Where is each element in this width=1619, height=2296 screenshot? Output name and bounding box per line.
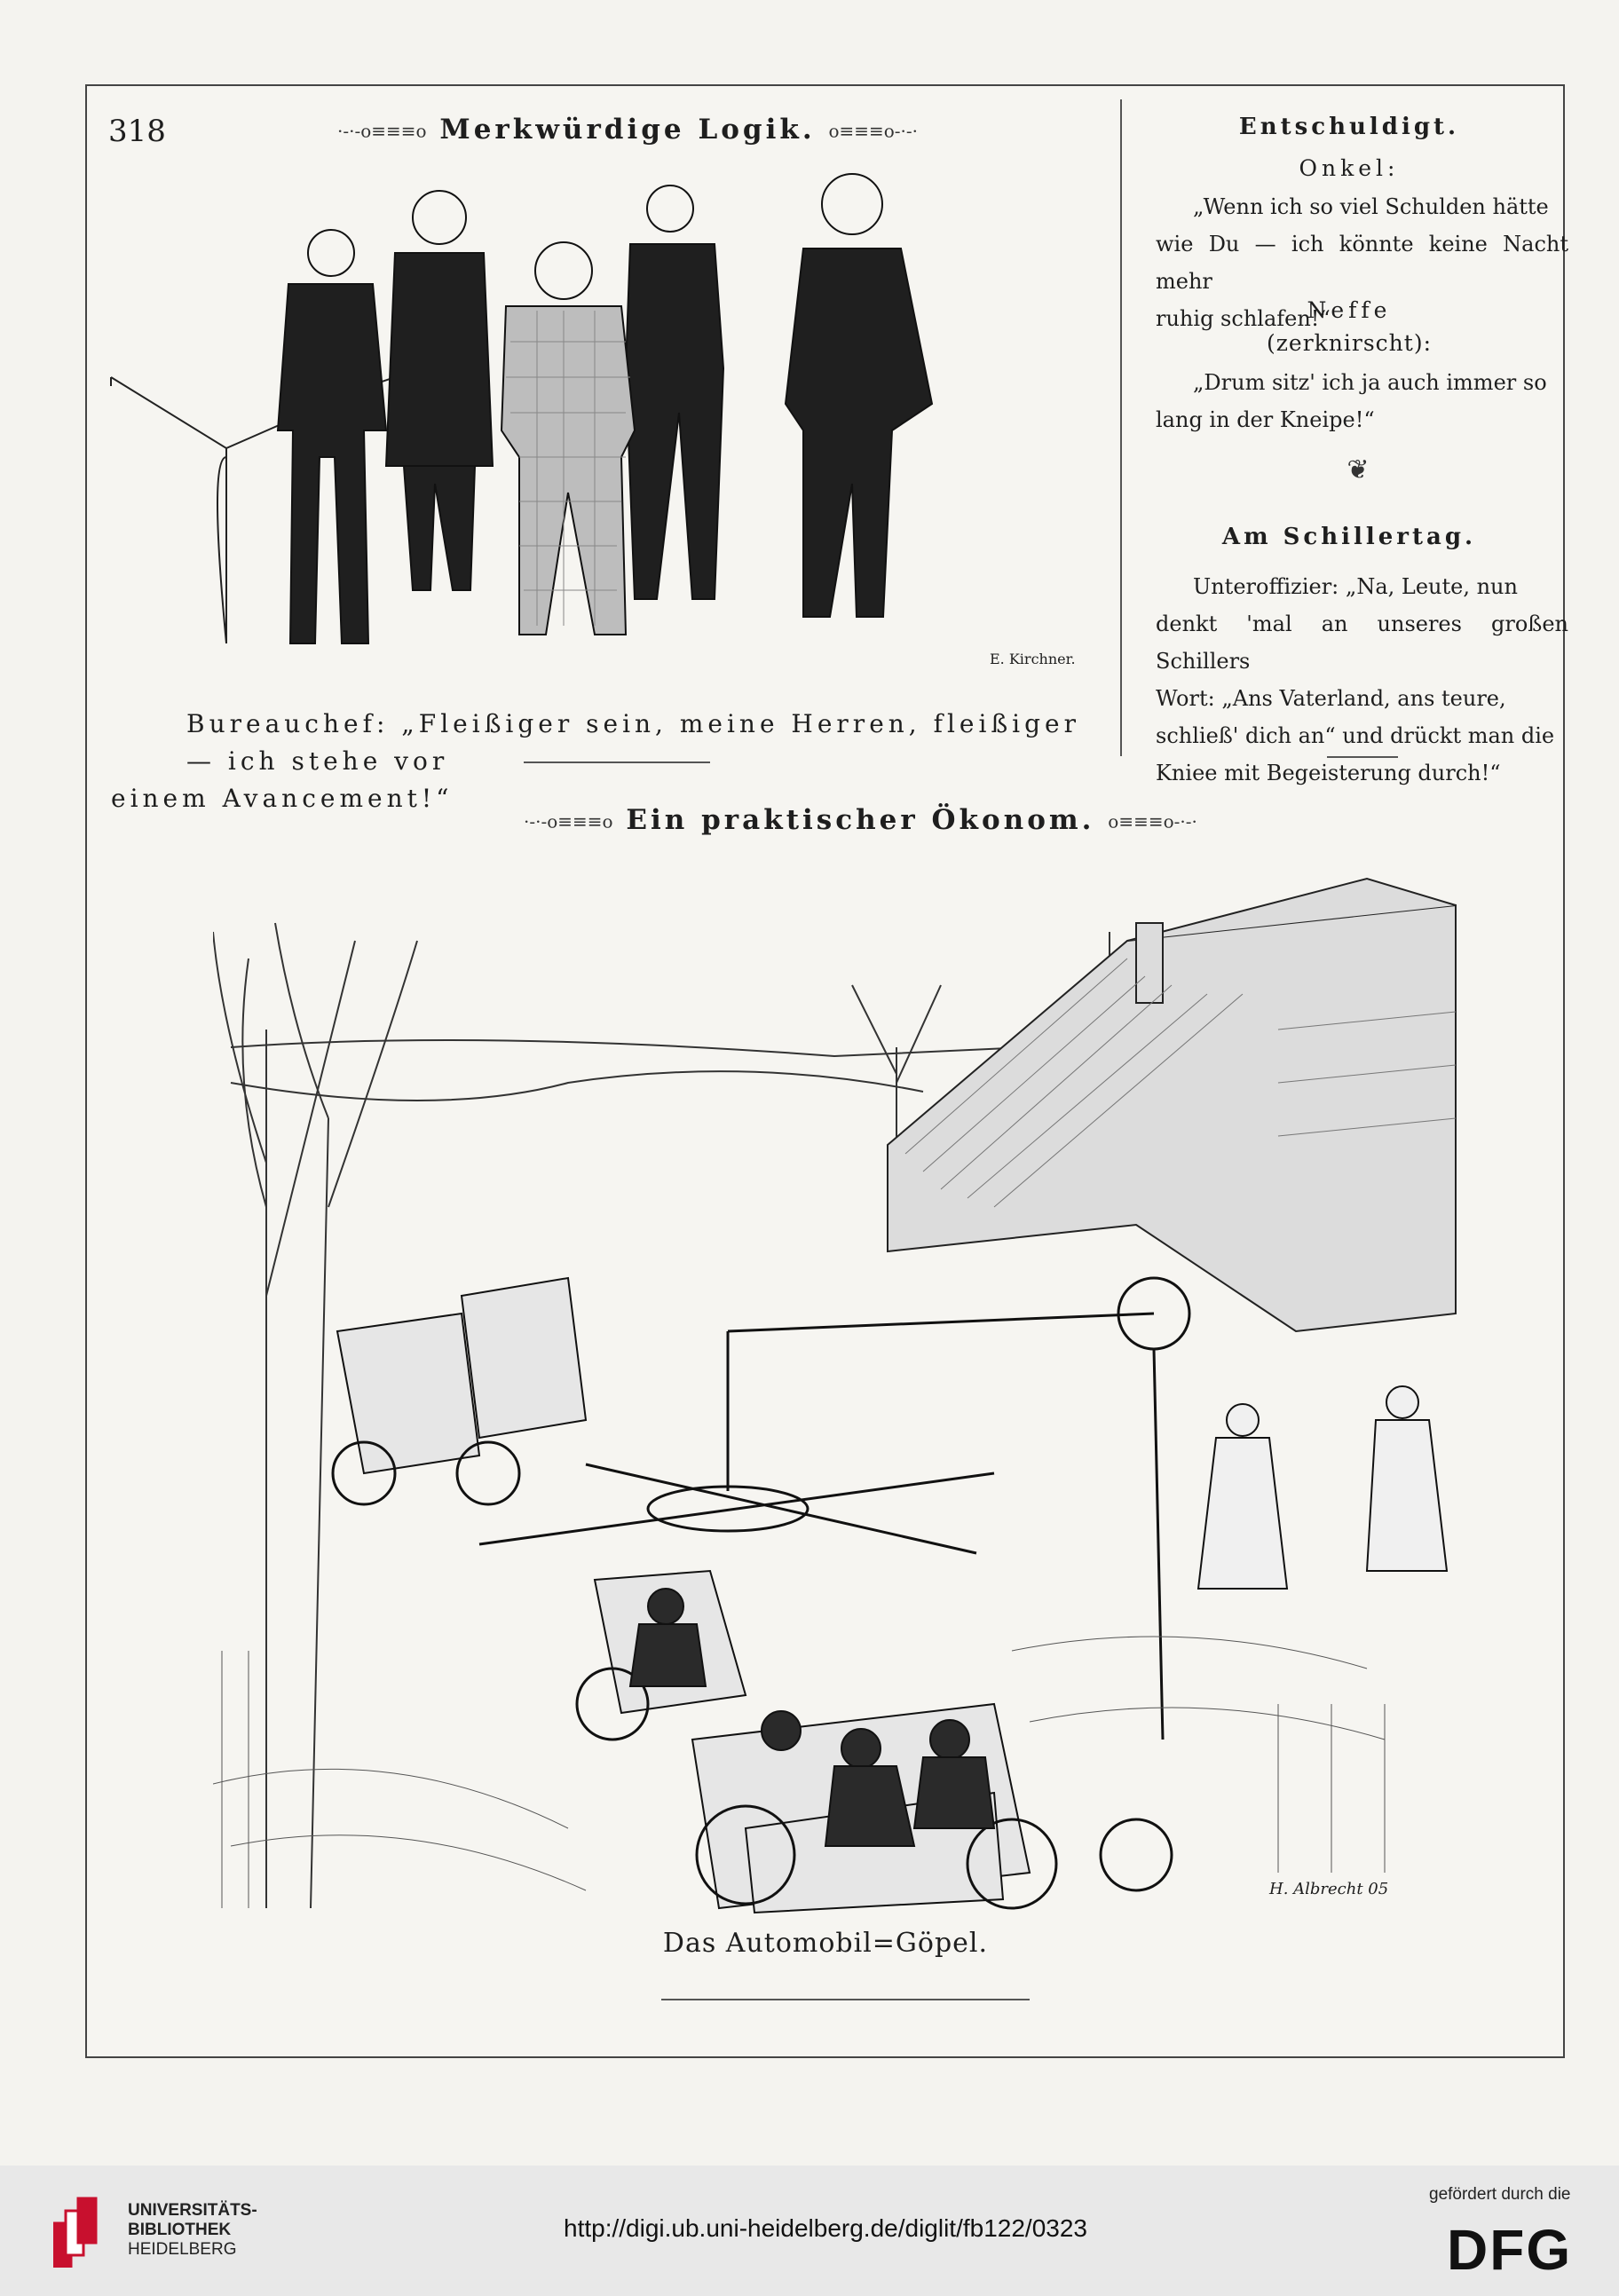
ornament-left-2: ·-·-o≡≡≡o <box>524 810 613 832</box>
article1-title-text: Merkwürdige Logik. <box>439 114 816 146</box>
ornament-left: ·-·-o≡≡≡o <box>337 120 427 142</box>
sidebar-story1-paragraph2 <box>1156 364 1568 438</box>
sidebar-story2-line5: Kniee mit Begeisterung durch!“ <box>1156 761 1501 785</box>
sidebar-story2-line4: schließ' dich an“ und drückt man die <box>1156 723 1555 748</box>
page-number: 318 <box>108 114 166 149</box>
automobile-goepel-illustration <box>213 852 1465 1917</box>
cartoon-five-gentlemen-drawing <box>102 164 1105 697</box>
article2-title-text: Ein praktischer Ökonom. <box>626 804 1095 836</box>
ub-heidelberg-logo[interactable] <box>53 2192 284 2272</box>
cartoon-five-gentlemen <box>102 164 1105 697</box>
automobile-goepel-drawing <box>213 852 1465 1917</box>
sidebar-fleuron: ❦ <box>1347 454 1370 485</box>
article2-caption: Das Automobil=Göpel. <box>662 1928 989 1959</box>
digitization-footer <box>0 2166 1619 2296</box>
ornament-right-2: o≡≡≡o-·-· <box>1108 810 1197 832</box>
sidebar-end-rule <box>1327 756 1398 758</box>
sidebar-story1-line2: wie Du — ich könnte keine Nacht mehr <box>1156 232 1568 294</box>
ub-logo-line2: BIBLIOTHEK <box>128 2221 232 2239</box>
ub-logo-mark-icon <box>53 2197 117 2268</box>
column-divider <box>1120 99 1122 756</box>
sidebar-story1-line5: lang in der Kneipe!“ <box>1156 407 1375 432</box>
article1-title <box>337 114 919 146</box>
funding-label: gefördert durch die <box>1429 2185 1571 2204</box>
article2-rule <box>661 1999 1030 2000</box>
sidebar-speaker-neffe: Neffe <box>1307 297 1392 323</box>
sidebar-story2-line2: denkt 'mal an unseres großen Schillers <box>1156 611 1568 674</box>
sidebar-story2-title: Am Schillertag. <box>1221 524 1477 550</box>
article1-rule <box>524 761 710 763</box>
article1-caption-line1: Bureauchef: „Fleißiger sein, meine Herren, fleißiger — ich stehe vor <box>186 709 1080 776</box>
sidebar-story1-line3: ruhig schlafen!“ <box>1156 306 1331 331</box>
sidebar-story2-line1: Unteroffizier: „Na, Leute, nun <box>1193 574 1518 599</box>
sidebar-story2-line3: Wort: „Ans Vaterland, ans teure, <box>1156 686 1506 711</box>
ub-logo-shapes <box>53 2198 96 2268</box>
article2-title <box>524 804 1197 836</box>
sidebar-story1-title: Entschuldigt. <box>1238 114 1460 140</box>
sidebar-stage-direction: (zerknirscht): <box>1266 330 1433 356</box>
ub-logo-line1: UNIVERSITÄTS- <box>128 2201 257 2220</box>
permalink-url[interactable]: http://digi.ub.uni-heidelberg.de/diglit/fb122/0323 <box>564 2214 1087 2242</box>
sidebar-story1-line1: „Wenn ich so viel Schulden hätte <box>1193 194 1549 219</box>
ub-logo-block <box>78 2198 96 2243</box>
sidebar-speaker-onkel: Onkel: <box>1299 155 1400 181</box>
ub-logo-line3: HEIDELBERG <box>128 2240 237 2259</box>
illustration1-signature: E. Kirchner. <box>990 651 1076 667</box>
sidebar-story1-line4: „Drum sitz' ich ja auch immer so <box>1193 370 1547 395</box>
dfg-logo[interactable]: DFG <box>1447 2218 1573 2282</box>
article1-caption-line2: einem Avancement!“ <box>111 784 454 813</box>
ornament-right: o≡≡≡o-·-· <box>828 120 919 142</box>
sidebar-story2-paragraph <box>1156 568 1568 792</box>
ub-logo-text <box>128 2201 257 2260</box>
illustration2-signature: H. Albrecht 05 <box>1269 1880 1389 1898</box>
